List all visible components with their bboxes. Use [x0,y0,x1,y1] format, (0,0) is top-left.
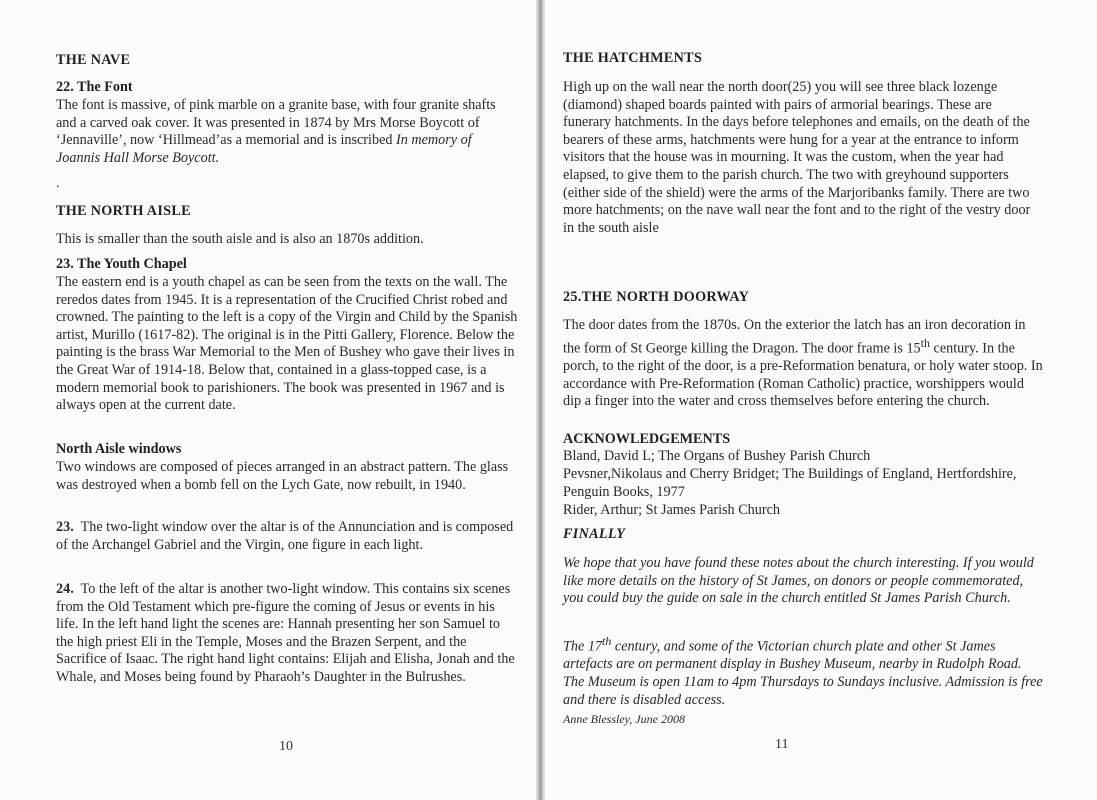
ack-line-1: Bland, David L; The Organs of Bushey Parish Church [563,448,871,464]
finally-paragraph-2 [563,633,1043,709]
ack-line-3: Rider, Arthur; St James Parish Church [563,502,780,518]
page-number-left: 10 [279,739,293,754]
item-24-text: To the left of the altar is another two-light window. This contains six scenes from the Old Testament which pre-figure the coming of Jesus or events in his life. In the left hand light the scenes are: Hannah presenting her son Samuel to the high priest Eli in the Temple, Moses and the Brazen Serpent, and the Sacrifice of Isaac. The right hand light contains: Elijah and Elisha, Jonah and the Whale, and Moses being found by Pharaoh’s Daughter in the Bulrushes. [56,581,515,685]
font-text: The font is massive, of pink marble on a granite base, with four granite shafts and a carved oak cover. It was presented in 1874 by Mrs Morse Boycott of ‘Jennaville’, now ‘Hillmead’as a memorial and is inscribed [56,97,496,149]
hatchments-heading: THE HATCHMENTS [563,50,703,66]
font-heading: 22. The Font [56,79,133,95]
north-aisle-text: This is smaller than the south aisle and is also an 1870s addition. [56,231,424,247]
north-aisle-windows-heading: North Aisle windows [56,441,182,457]
font-inscription: In memory of Joannis Hall Morse Boycott. [56,132,472,166]
old-testament-window-text [56,581,518,687]
north-doorway-text-b: century. In the porch, to the right of the door, is a pre-Reformation benatura, or holy water stoop. In accordance with Pre-Reformation (Roman Catholic) practice, worshippers would dip a finger into the water and cross themselves before entering the church. [563,340,1043,410]
finally-p2-a: The 17 [563,638,603,655]
finally-heading: FINALLY [563,526,626,542]
finally-p2-b: century, and some of the Victorian church plate and other St James artefacts are on permanent display in Bushey Museum, nearby in Rudolph Road. The Museum is open 11am to 4pm Thursdays to Sundays inclusive. Admission is free and there is disabled access. [563,638,1043,708]
item-23-number: 23. [56,519,74,535]
left-page [0,0,538,800]
north-aisle-windows-text: Two windows are composed of pieces arranged in an abstract pattern. The glass was destroyed when a bomb fell on the Lych Gate, now rebuilt, in 1940. [56,459,509,493]
font-paragraph [56,97,518,167]
acknowledgements-heading: ACKNOWLEDGEMENTS [563,431,731,447]
right-page [543,0,1097,800]
north-doorway-text-a: The door dates from the 1870s. On the exterior the latch has an iron decoration in the form of St George killing the Dragon. The door frame is 15 [563,317,1026,357]
youth-chapel-text: The eastern end is a youth chapel as can be seen from the texts on the wall. The reredos dates from 1945. It is a representation of the Crucified Christ robed and crowned. The painting to the left is a copy of the Virgin and Child by the Spanish artist, Murillo (1617-82). The original is in the Pitti Gallery, Florence. Below the painting is the brass War Memorial to the Men of Bushey who gave their lives in the Great War of 1914-18. Below that, contained in a glass-topped case, is a modern memorial book to parishioners. The book was presented in 1967 and is always open at the current date. [56,274,518,414]
north-aisle-heading: THE NORTH AISLE [56,203,191,219]
separator-dot: . [56,176,60,191]
author-signature: Anne Blessley, June 2008 [563,712,685,726]
annunciation-window-text [56,519,518,554]
finally-p2-sup: th [602,634,612,648]
ack-line-2: Pevsner,Nikolaus and Cherry Bridget; The Buildings of England, Hertfordshire, Penguin Books, 1977 [563,466,1017,500]
finally-paragraph-1: We hope that you have found these notes about the church interesting. If you would like more details on the history of St James, on donors or people commemorated, you could buy the guide on sale in the church entitled St James Parish Church. [563,555,1034,607]
hatchments-text: High up on the wall near the north door(25) you will see three black lozenge (diamond) shaped boards painted with pairs of armorial bearings. These are funerary hatchments. In the days before telephones and emails, on the death of the bearers of these arms, hatchments were hung for a year at the entrance to inform visitors that the house was in mourning. It was the custom, when the year had elapsed, to give them to the parish church. The two with greyhound supporters (either side of the shield) were the arms of the Marjoribanks family. There are two more hatchments; on the nave wall near the font and to the right of the vestry door in the south aisle [563,79,1031,236]
north-doorway-text [563,317,1043,411]
page-number-right: 11 [775,737,789,752]
youth-chapel-heading: 23. The Youth Chapel [56,256,187,272]
north-doorway-heading: 25.THE NORTH DOORWAY [563,289,750,305]
nave-heading: THE NAVE [56,52,131,68]
item-24-number: 24. [56,581,74,597]
item-23-text: The two-light window over the altar is of the Annunciation and is composed of the Archangel Gabriel and the Virgin, one figure in each light. [56,519,514,553]
north-doorway-sup: th [920,335,930,350]
